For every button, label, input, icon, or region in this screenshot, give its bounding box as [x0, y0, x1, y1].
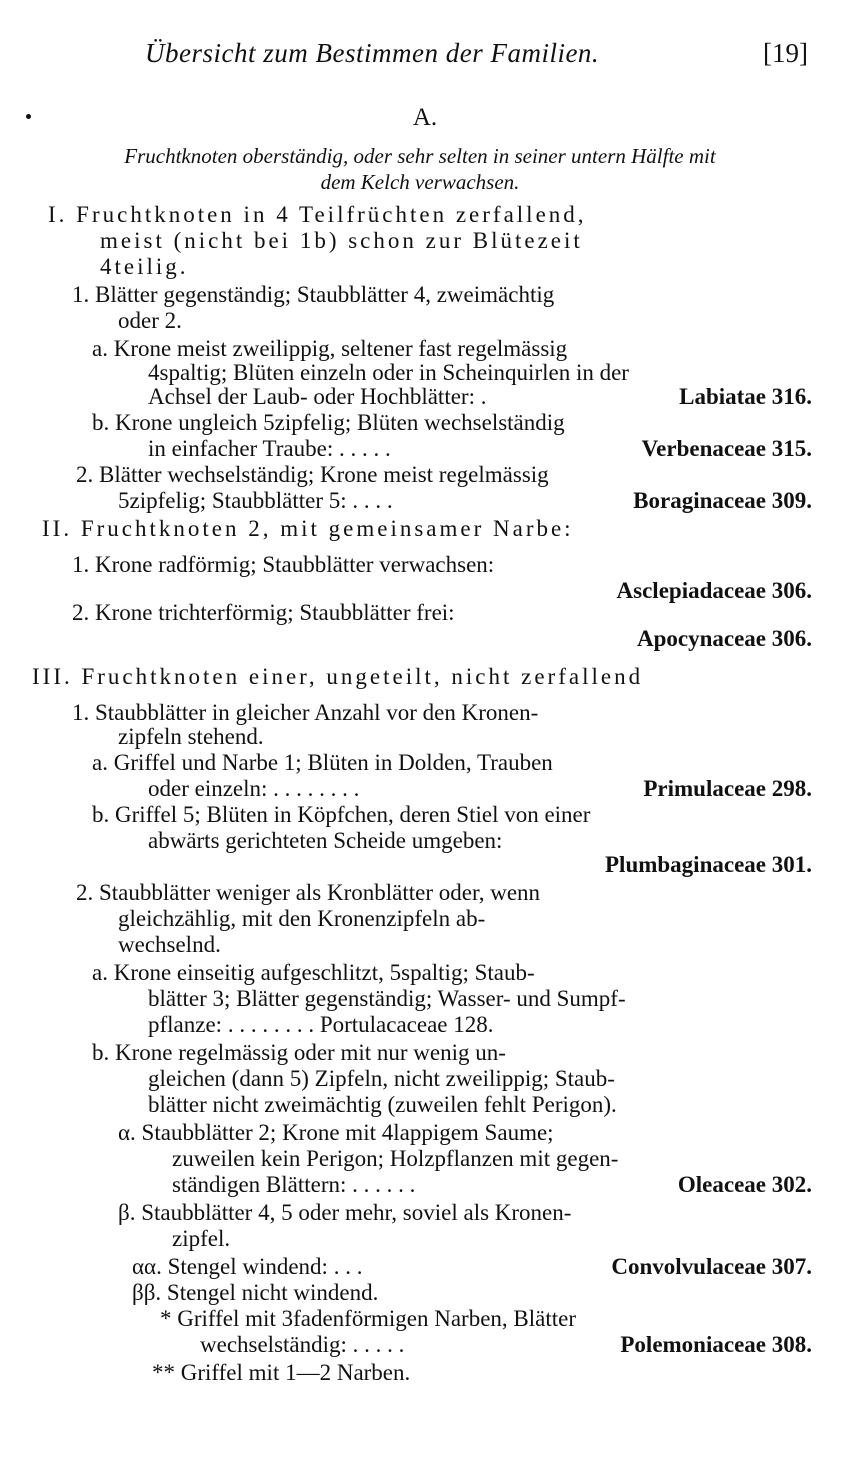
key-line-text: zipfel.	[172, 1226, 231, 1251]
key-line-text: blätter nicht zweimächtig (zuweilen fehlt Perigon).	[148, 1092, 617, 1117]
key-line-text: 2. Blätter wechselständig; Krone meist regelmässig	[76, 462, 549, 487]
key-line-text: * Griffel mit 3fadenförmigen Narben, Blätter	[160, 1306, 576, 1331]
key-line-text: Achsel der Laub- oder Hochblätter: .	[148, 384, 487, 409]
key-line-text: II. Fruchtknoten 2, mit gemeinsamer Narbe:	[42, 516, 574, 541]
key-line-text: a. Griffel und Narbe 1; Blüten in Dolden, Trauben	[92, 750, 553, 775]
key-line-text: a. Krone einseitig aufgeschlitzt, 5spaltig; Staub-	[92, 960, 535, 985]
key-line-text: a. Krone meist zweilippig, seltener fast regelmässig	[92, 336, 568, 361]
key-line-text: wechselnd.	[118, 932, 221, 957]
key-line-text: β. Staubblätter 4, 5 oder mehr, soviel als Kronen-	[118, 1200, 572, 1225]
key-line-text: 1. Krone radförmig; Staubblätter verwachsen:	[72, 552, 495, 577]
key-line-text: 5zipfelig; Staubblätter 5: . . . .	[118, 488, 393, 513]
key-line-text: 1. Blätter gegenständig; Staubblätter 4, zweimächtig	[72, 282, 555, 307]
key-line-text: III. Fruchtknoten einer, ungeteilt, nicht zerfallend	[32, 664, 644, 689]
key-line-text: 2. Staubblätter weniger als Kronblätter oder, wenn	[76, 880, 541, 905]
key-line-text: pflanze: . . . . . . . . Portulacaceae 128.	[148, 1012, 494, 1037]
subtitle-line: dem Kelch verwachsen.	[320, 170, 520, 194]
key-line-text: b. Griffel 5; Blüten in Köpfchen, deren Stiel von einer	[92, 802, 591, 827]
key-line-text: I. Fruchtknoten in 4 Teilfrüchten zerfallend,	[48, 202, 587, 227]
key-line-text: gleichen (dann 5) Zipfeln, nicht zweilippig; Staub-	[148, 1066, 615, 1091]
key-line-text: abwärts gerichteten Scheide umgeben:	[148, 828, 503, 853]
key-line-text: αα. Stengel windend: . . .	[132, 1254, 363, 1279]
key-line-text: 1. Staubblätter in gleicher Anzahl vor den Kronen-	[72, 700, 539, 725]
section-heading: A.	[412, 104, 438, 131]
key-line-text: 2. Krone trichterförmig; Staubblätter frei:	[72, 600, 455, 625]
family-reference: Polemoniaceae 308.	[620, 1332, 812, 1357]
key-line-text: zipfeln stehend.	[118, 724, 264, 749]
family-reference: Primulaceae 298.	[643, 776, 812, 801]
family-reference: Apocynaceae 306.	[636, 626, 812, 651]
subtitle-line: Fruchtknoten oberständig, oder sehr selten in seiner untern Hälfte mit	[124, 144, 716, 168]
page-number: [19]	[763, 38, 808, 68]
key-line-text: wechselständig: . . . . .	[200, 1332, 405, 1357]
family-reference: Plumbaginaceae 301.	[605, 852, 812, 877]
header-title: Übersicht zum Bestimmen der Familien.	[145, 38, 600, 68]
running-header	[0, 38, 850, 78]
key-line-text: ββ. Stengel nicht windend.	[132, 1280, 379, 1305]
key-line-text: blätter 3; Blätter gegenständig; Wasser- und Sumpf-	[148, 986, 626, 1011]
key-line-text: 4spaltig; Blüten einzeln oder in Scheinquirlen in der	[148, 360, 629, 385]
key-line-text: gleichzählig, mit den Kronenzipfeln ab-	[118, 906, 486, 931]
key-line-text: ** Griffel mit 1—2 Narben.	[152, 1360, 411, 1385]
key-line-text: meist (nicht bei 1b) schon zur Blütezeit	[100, 228, 583, 253]
family-reference: Boraginaceae 309.	[633, 488, 812, 513]
key-line-text: zuweilen kein Perigon; Holzpflanzen mit gegen-	[172, 1146, 619, 1171]
key-line-text: oder einzeln: . . . . . . . .	[148, 776, 360, 801]
family-reference: Labiatae 316.	[679, 384, 812, 409]
family-reference: Verbenaceae 315.	[641, 436, 812, 461]
key-line-text: b. Krone ungleich 5zipfelig; Blüten wechselständig	[92, 410, 565, 435]
key-line-text: oder 2.	[118, 308, 182, 333]
key-line-text: α. Staubblätter 2; Krone mit 4lappigem Saume;	[118, 1120, 554, 1145]
key-line-text: in einfacher Traube: . . . . .	[148, 436, 391, 461]
key-line-text: 4teilig.	[100, 254, 189, 279]
family-reference: Convolvulaceae 307.	[611, 1254, 812, 1279]
key-line-text: ständigen Blättern: . . . . . .	[172, 1172, 416, 1197]
key-line-text: b. Krone regelmässig oder mit nur wenig un-	[92, 1040, 506, 1065]
family-reference: Oleaceae 302.	[677, 1172, 812, 1197]
family-reference: Asclepiadaceae 306.	[616, 578, 812, 603]
